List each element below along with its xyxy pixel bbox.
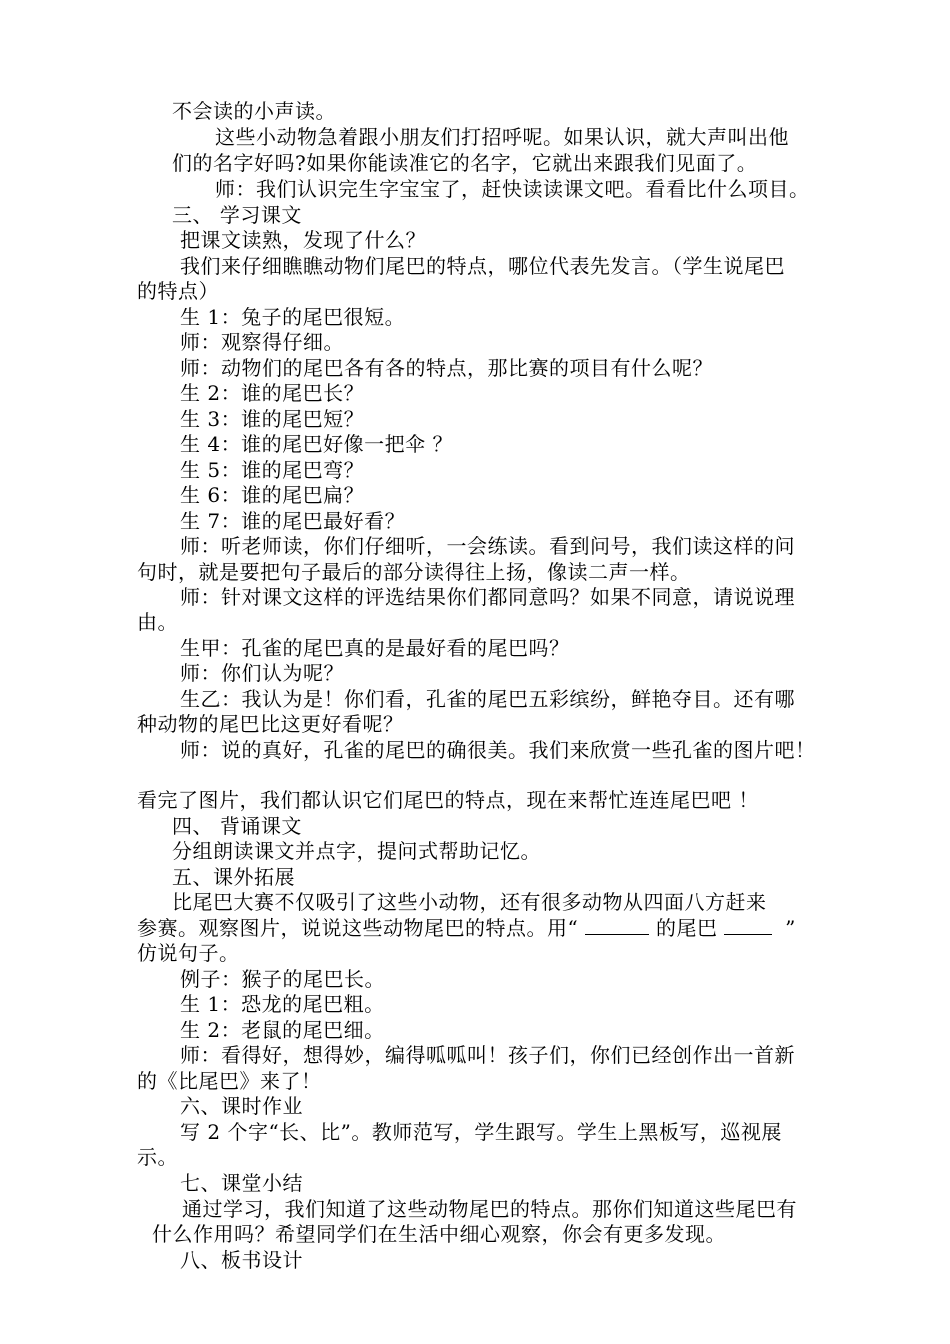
fill-blank xyxy=(585,916,649,935)
text-line: 师：听老师读，你们仔细听，一会练读。看到问号，我们读这样的问 xyxy=(180,534,795,558)
text-line: 生甲：孔雀的尾巴真的是最好看的尾巴吗？ xyxy=(180,636,570,660)
text-line: 由。 xyxy=(137,610,178,634)
text-line: 生 1：恐龙的尾巴粗。 xyxy=(180,992,385,1016)
text-line: 师：我们认识完生字宝宝了，赶快读读课文吧。看看比什么项目。 xyxy=(215,177,810,201)
section-heading: 三、 学习课文 xyxy=(172,203,302,227)
text-line: 生 2：老鼠的尾巴细。 xyxy=(180,1018,385,1042)
text-line: 生 4：谁的尾巴好像一把伞 ？ xyxy=(180,432,453,456)
text-line: 看完了图片，我们都认识它们尾巴的特点，现在来帮忙连连尾巴吧 ！ xyxy=(137,788,759,812)
text-line-with-blanks xyxy=(137,915,796,941)
fill-blank xyxy=(724,916,772,935)
text-line: 种动物的尾巴比这更好看呢？ xyxy=(137,712,404,736)
text-line: 把课文读熟，发现了什么？ xyxy=(180,228,426,252)
text-segment: 的尾巴 xyxy=(655,916,718,940)
text-line: 师：说的真好，孔雀的尾巴的确很美。我们来欣赏一些孔雀的图片吧！ xyxy=(180,738,816,762)
text-line: 这些小动物急着跟小朋友们打招呼呢。如果认识，就大声叫出他 xyxy=(215,125,789,149)
text-segment: ” xyxy=(785,916,796,940)
text-line: 分组朗读课文并点字，提问式帮助记忆。 xyxy=(172,839,541,863)
section-heading: 五、课外拓展 xyxy=(172,865,295,889)
text-line: 生乙：我认为是！你们看，孔雀的尾巴五彩缤纷，鲜艳夺目。还有哪 xyxy=(180,687,795,711)
text-line: 生 3：谁的尾巴短？ xyxy=(180,407,365,431)
text-line: 写 2 个字“长、比”。教师范写，学生跟写。学生上黑板写，巡视展 xyxy=(180,1120,782,1144)
text-line: 生 6：谁的尾巴扁？ xyxy=(180,483,365,507)
text-line: 比尾巴大赛不仅吸引了这些小动物，还有很多动物从四面八方赶来 xyxy=(172,890,767,914)
text-line: 例子：猴子的尾巴长。 xyxy=(180,967,385,991)
text-line: 师：你们认为呢？ xyxy=(180,661,344,685)
text-line: 示。 xyxy=(137,1145,178,1169)
text-line: 什么作用吗？希望同学们在生活中细心观察，你会有更多发现。 xyxy=(152,1222,726,1246)
text-line: 不会读的小声读。 xyxy=(172,99,336,123)
text-line: 的特点） xyxy=(137,279,219,303)
text-line: 仿说句子。 xyxy=(137,941,240,965)
text-line: 通过学习，我们知道了这些动物尾巴的特点。那你们知道这些尾巴有 xyxy=(182,1197,797,1221)
text-line: 师：观察得仔细。 xyxy=(180,330,344,354)
text-line: 的《比尾巴》来了！ xyxy=(137,1069,322,1093)
section-heading: 八、板书设计 xyxy=(180,1248,303,1272)
text-segment: 参赛。观察图片，说说这些动物尾巴的特点。用“ xyxy=(137,916,579,940)
text-line: 生 2：谁的尾巴长？ xyxy=(180,381,365,405)
section-heading: 七、课堂小结 xyxy=(180,1171,303,1195)
text-line: 生 7：谁的尾巴最好看？ xyxy=(180,509,406,533)
text-line: 师：动物们的尾巴各有各的特点，那比赛的项目有什么呢？ xyxy=(180,356,713,380)
text-line: 我们来仔细瞧瞧动物们尾巴的特点，哪位代表先发言。（学生说尾巴 xyxy=(180,254,785,278)
text-line: 生 1：兔子的尾巴很短。 xyxy=(180,305,406,329)
text-line: 们的名字好吗?如果你能读准它的名字，它就出来跟我们见面了。 xyxy=(172,151,758,175)
text-line: 生 5：谁的尾巴弯？ xyxy=(180,458,365,482)
section-heading: 四、 背诵课文 xyxy=(172,814,302,838)
text-line: 句时，就是要把句子最后的部分读得往上扬，像读二声一样。 xyxy=(137,560,691,584)
section-heading: 六、课时作业 xyxy=(180,1094,303,1118)
text-line: 师：看得好，想得妙，编得呱呱叫！孩子们，你们已经创作出一首新 xyxy=(180,1043,795,1067)
text-line: 师：针对课文这样的评选结果你们都同意吗？如果不同意，请说说理 xyxy=(180,585,795,609)
